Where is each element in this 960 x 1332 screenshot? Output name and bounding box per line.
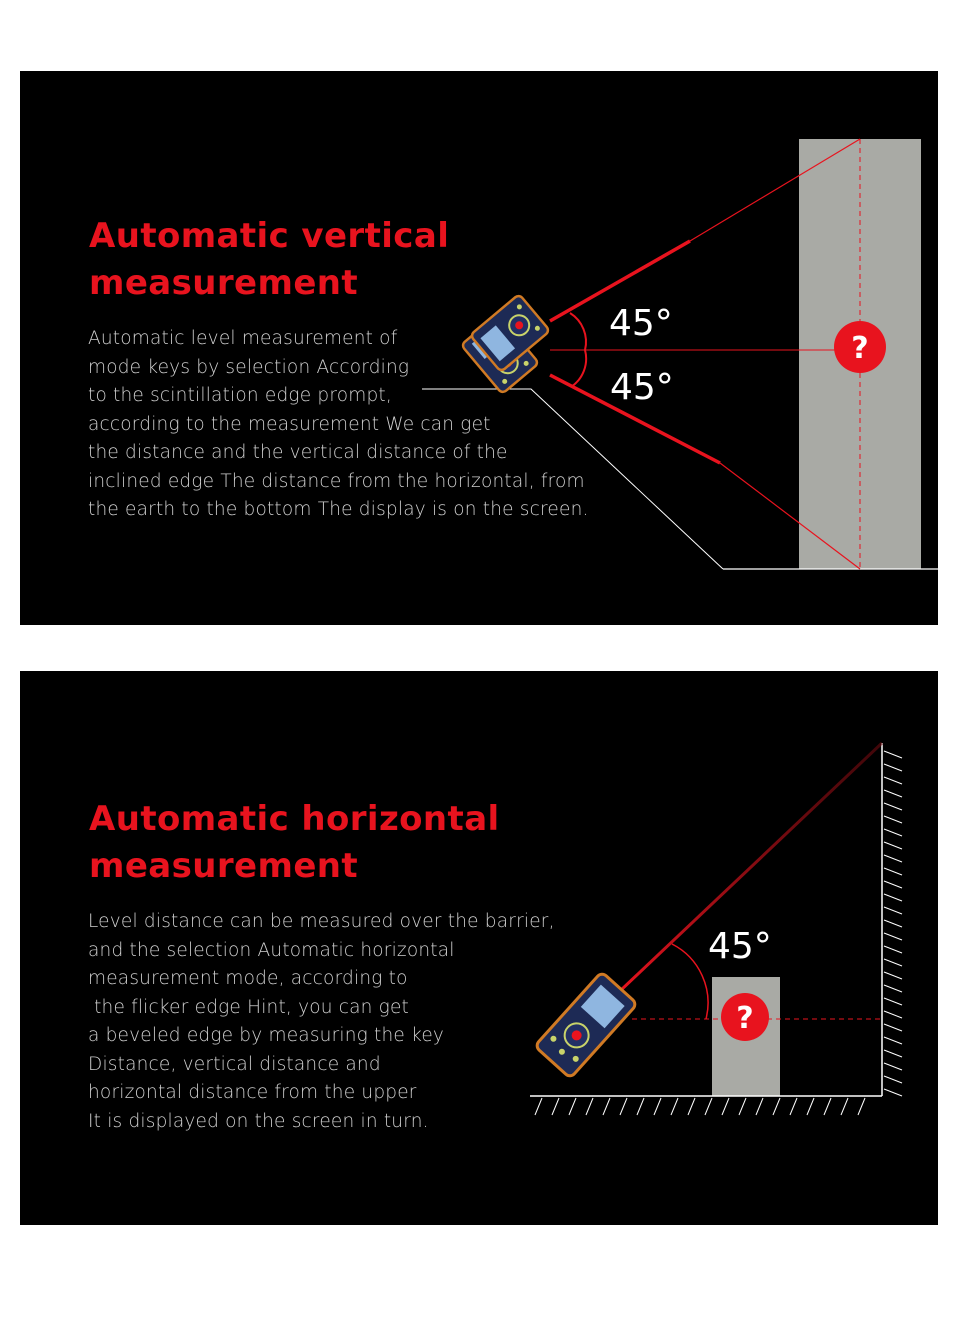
upper-angle-label: 45° <box>609 303 673 344</box>
hatch-mark <box>884 959 902 966</box>
description-line: mode keys by selection According <box>88 356 410 378</box>
hatch-mark <box>884 751 902 758</box>
description-line: the distance and the vertical distance of the <box>88 442 508 463</box>
hatch-mark <box>884 1076 902 1083</box>
description-line: and the selection Automatic horizontal <box>88 939 455 961</box>
hatch-mark <box>637 1098 644 1115</box>
hatch-mark <box>739 1098 746 1115</box>
title-line: measurement <box>89 263 359 303</box>
horizontal-measurement-description <box>88 908 555 1136</box>
description-line: to the scintillation edge prompt, <box>88 385 392 406</box>
hatch-mark <box>603 1098 610 1115</box>
vertical-measurement-description <box>88 325 589 525</box>
description-line: It is displayed on the screen in turn. <box>88 1110 429 1132</box>
description-line: Distance, vertical distance and <box>88 1053 381 1075</box>
hatch-mark <box>569 1098 576 1115</box>
description-line: according to the measurement We can get <box>88 413 491 435</box>
hatch-mark <box>884 790 902 797</box>
question-mark-icon: ? <box>851 331 869 366</box>
hatch-mark <box>884 1037 902 1044</box>
hatch-mark <box>884 868 902 875</box>
title-line: Automatic vertical <box>89 216 450 256</box>
hatch-mark <box>884 777 902 784</box>
hatch-mark <box>671 1098 678 1115</box>
hatch-mark <box>884 1063 902 1070</box>
question-mark-icon: ? <box>736 1001 754 1036</box>
hatch-mark <box>884 816 902 823</box>
hatch-mark <box>884 803 902 810</box>
hatch-mark <box>884 855 902 862</box>
hatch-mark <box>688 1098 695 1115</box>
hatch-mark <box>586 1098 593 1115</box>
hatch-mark <box>884 1024 902 1031</box>
description-line: Automatic level measurement of <box>88 328 398 349</box>
hatch-mark <box>884 933 902 940</box>
hatch-mark <box>705 1098 712 1115</box>
vertical-measurement-panel <box>20 71 938 625</box>
hatch-mark <box>884 946 902 953</box>
hatch-mark <box>858 1098 865 1115</box>
hatch-mark <box>807 1098 814 1115</box>
hatch-mark <box>884 1089 902 1096</box>
description-line: horizontal distance from the upper <box>88 1082 417 1103</box>
hatch-mark <box>884 907 902 914</box>
hatch-mark <box>841 1098 848 1115</box>
hatch-mark <box>884 842 902 849</box>
hatch-mark <box>620 1098 627 1115</box>
hatch-mark <box>884 764 902 771</box>
hatch-mark <box>884 1011 902 1018</box>
hatch-mark <box>884 1050 902 1057</box>
vertical-measurement-title <box>89 213 449 307</box>
hatch-mark <box>884 881 902 888</box>
hatch-mark <box>773 1098 780 1115</box>
horizontal-measurement-panel <box>20 671 938 1225</box>
ground-hatching <box>535 1098 865 1115</box>
description-line: the flicker edge Hint, you can get <box>88 996 410 1018</box>
hatch-mark <box>884 972 902 979</box>
title-line: Automatic horizontal <box>89 799 500 839</box>
unknown-height-marker <box>834 321 886 373</box>
title-line: measurement <box>89 846 359 886</box>
hatch-mark <box>884 894 902 901</box>
hatch-mark <box>824 1098 831 1115</box>
hatch-mark <box>884 985 902 992</box>
hatch-mark <box>790 1098 797 1115</box>
hatch-mark <box>884 998 902 1005</box>
description-line: the earth to the bottom The display is on the screen. <box>88 499 589 520</box>
angle-arc <box>672 944 708 1019</box>
description-line: a beveled edge by measuring the key <box>88 1025 445 1046</box>
hatch-mark <box>654 1098 661 1115</box>
hatch-mark <box>756 1098 763 1115</box>
unknown-distance-marker <box>721 993 769 1041</box>
horizontal-measurement-title <box>89 796 500 890</box>
description-line: measurement mode, according to <box>88 968 408 989</box>
description-line: Level distance can be measured over the barrier, <box>88 911 555 932</box>
hatch-mark <box>884 829 902 836</box>
angle-label: 45° <box>708 926 772 967</box>
description-line: inclined edge The distance from the horizontal, from <box>88 470 585 492</box>
hatch-mark <box>884 920 902 927</box>
wall-hatching <box>884 751 902 1096</box>
lower-angle-label: 45° <box>610 367 674 408</box>
hatch-mark <box>722 1098 729 1115</box>
